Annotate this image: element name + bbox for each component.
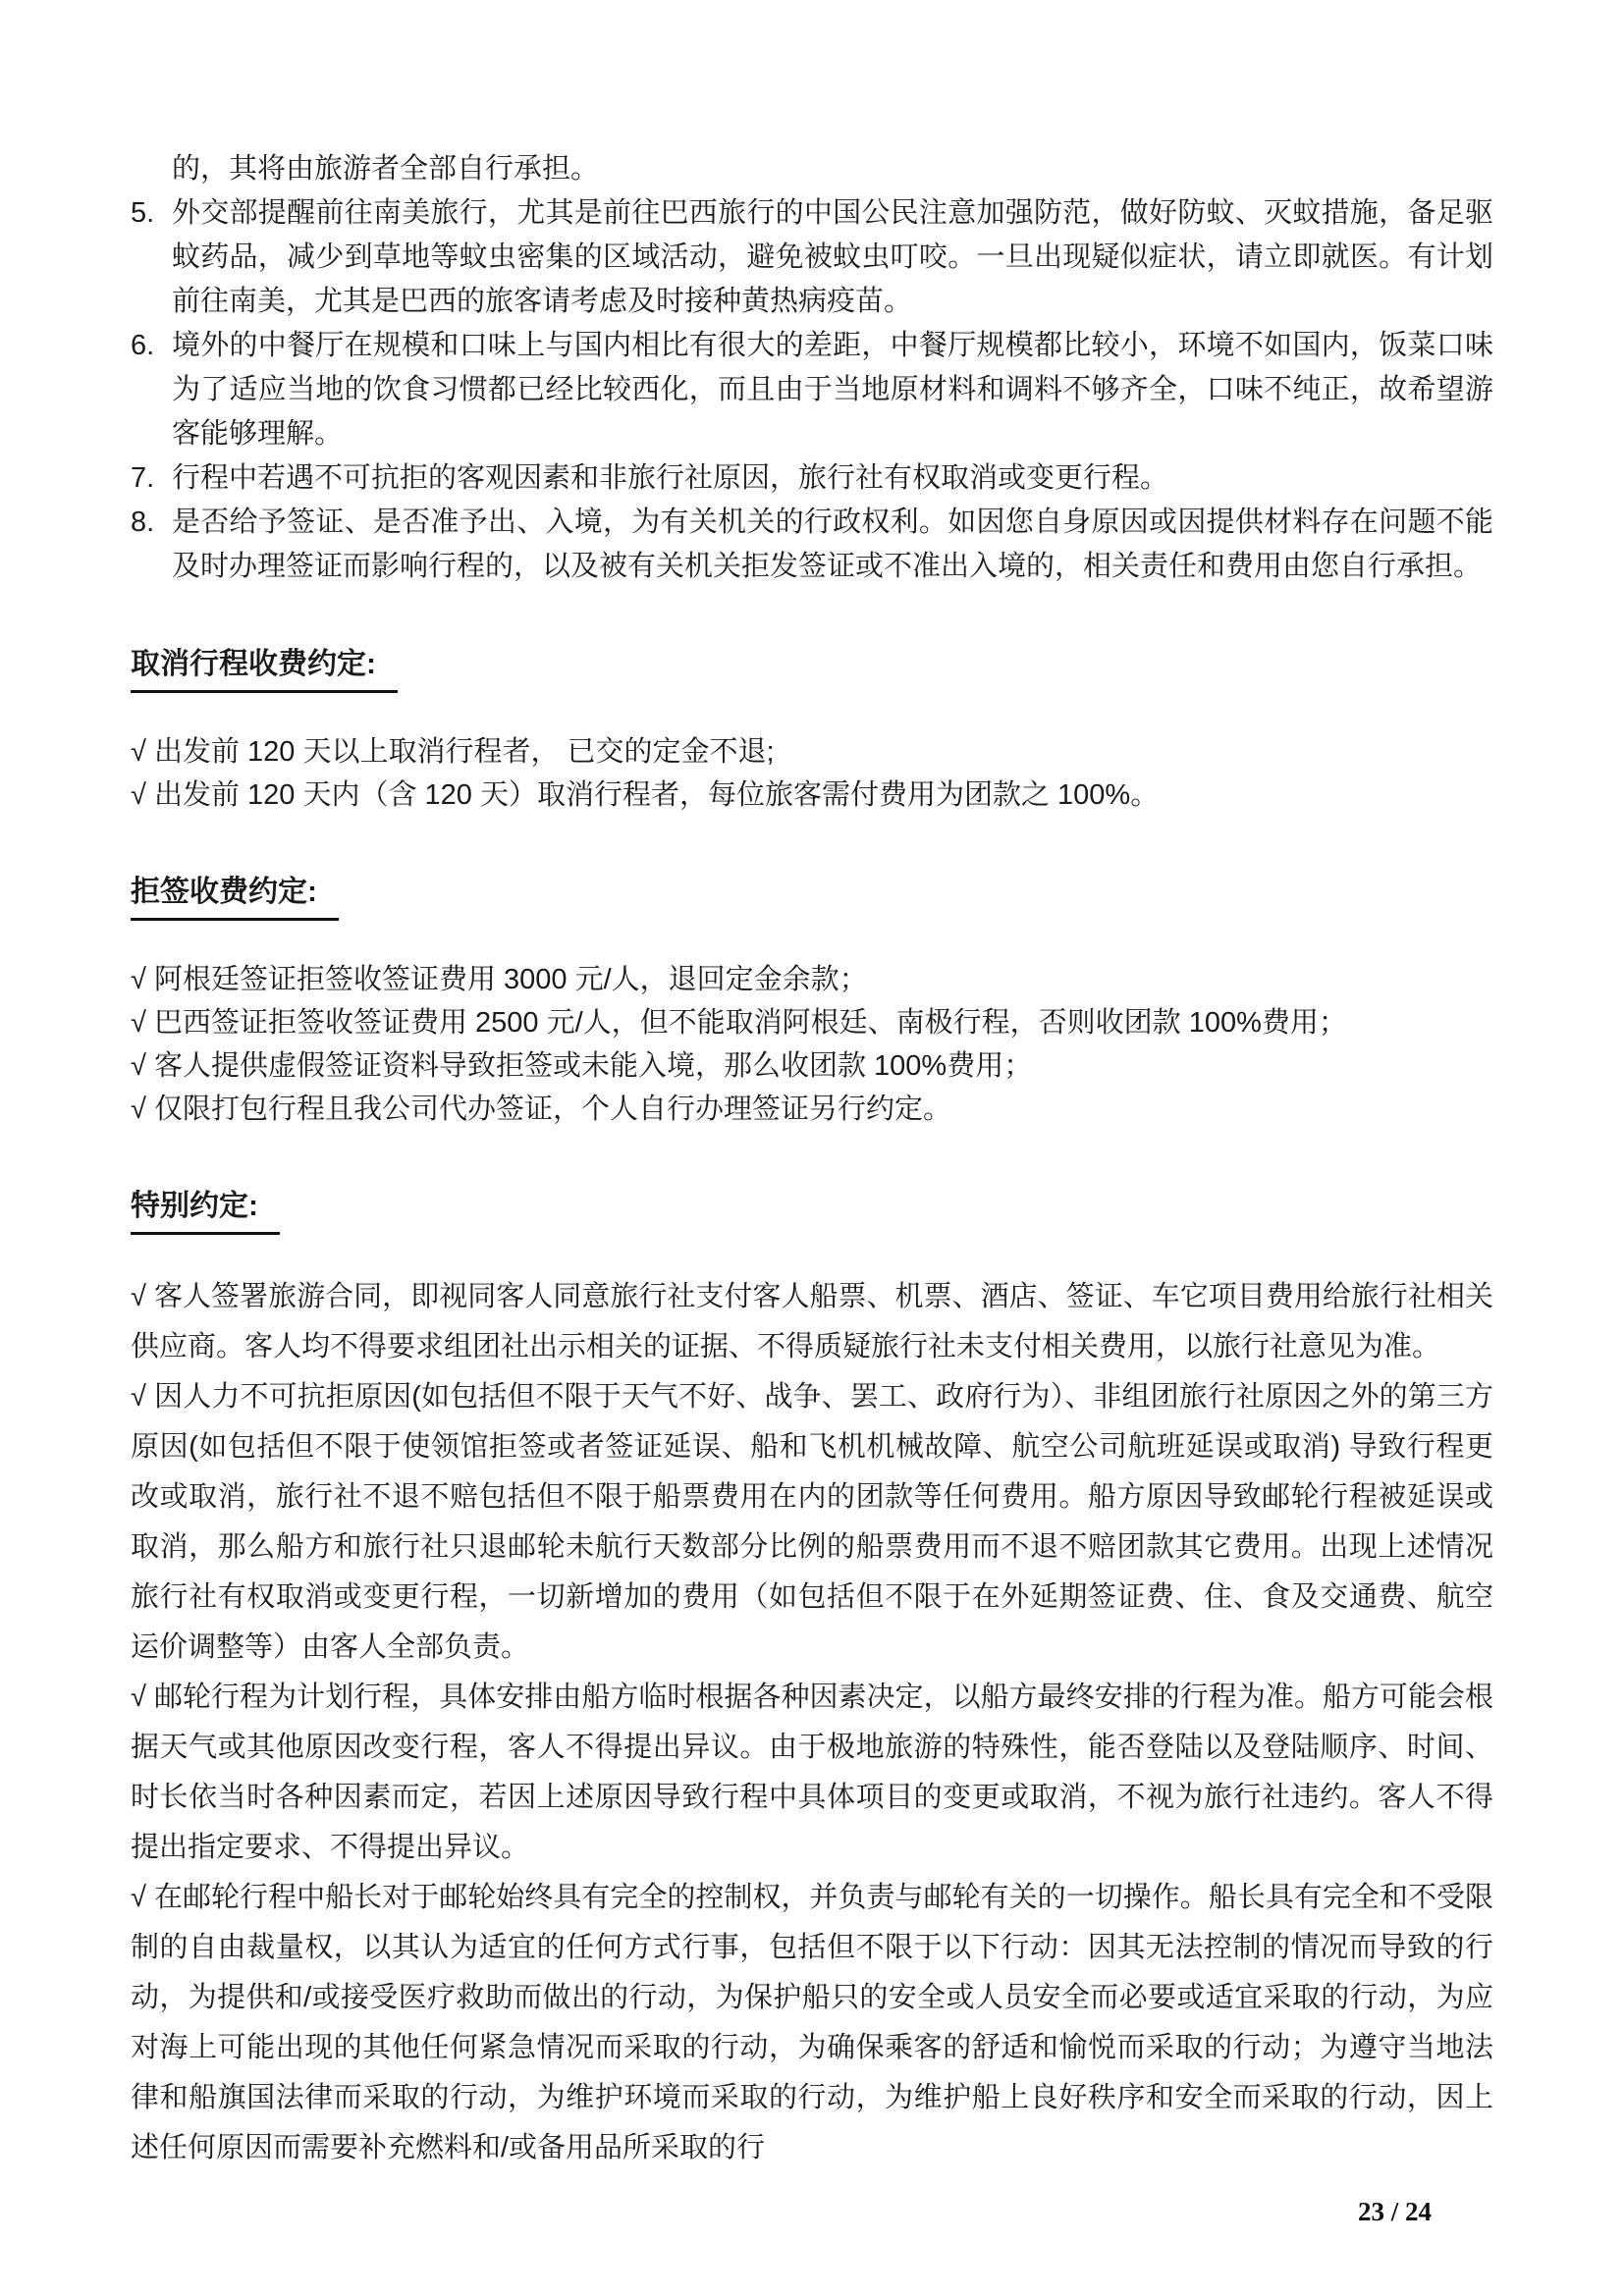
cancellation-section-title bbox=[131, 644, 1493, 693]
visa-refusal-section-title-text: 拒签收费约定: bbox=[131, 872, 339, 921]
bullet-line: √ 出发前 120 天以上取消行程者， 已交的定金不退; bbox=[131, 736, 775, 768]
bullet-line: √ 出发前 120 天内（含 120 天）取消行程者，每位旅客需付费用为团款之 100%。 bbox=[131, 779, 1160, 811]
list-item-number: 8. bbox=[131, 507, 155, 538]
cancellation-fees-section bbox=[131, 644, 1493, 817]
list-item-text: 外交部提醒前往南美旅行，尤其是前往巴西旅行的中国公民注意加强防范，做好防蚊、灭蚊措施，备足驱蚊药品，减少到草地等蚊虫密集的区域活动，避免被蚊虫叮咬。一旦出现疑似症状，请立即就医。有计划前往南美，尤其是巴西的旅客请考虑及时接种黄热病疫苗。 bbox=[172, 197, 1493, 317]
special-terms-paragraph: √ 邮轮行程为计划行程，具体安排由船方临时根据各种因素决定，以船方最终安排的行程为准。船方可能会根据天气或其他原因改变行程，客人不得提出异议。由于极地旅游的特殊性，能否登陆以及登陆顺序、时间、时长依当时各种因素而定，若因上述原因导致行程中具体项目的变更或取消，不视为旅行社违约。客人不得提出指定要求、不得提出异议。 bbox=[131, 1682, 1493, 1863]
list-item bbox=[131, 191, 1493, 324]
list-item bbox=[131, 324, 1493, 456]
page-number: 23 / 24 bbox=[1357, 2197, 1432, 2226]
list-item-text: 境外的中餐厅在规模和口味上与国内相比有很大的差距，中餐厅规模都比较小，环境不如国内，饭菜口味为了适应当地的饮食习惯都已经比较西化，而且由于当地原材料和调料不够齐全，口味不纯正，故希望游客能够理解。 bbox=[172, 330, 1493, 450]
paragraph-continuation: 的，其将由旅游者全部自行承担。 bbox=[172, 153, 600, 185]
visa-refusal-bullets bbox=[131, 958, 1493, 1131]
special-terms-paragraph: √ 因人力不可抗拒原因(如包括但不限于天气不好、战争、罢工、政府行为）、非组团旅行社原因之外的第三方原因(如包括但不限于使领馆拒签或者签证延误、船和飞机机械故障、航空公司航班延误或取消) 导致行程更改或取消，旅行社不退不赔包括但不限于船票费用在内的团款等任何费用。船方原因导致邮轮行程被延误或取消，那么船方和旅行社只退邮轮未航行天数部分比例的船票费用而不退不赔团款其它费用。出现上述情况旅行社有权取消或变更行程，一切新增加的费用（如包括但不限于在外延期签证费、住、食及交通费、航空运价调整等）由客人全部负责。 bbox=[131, 1381, 1493, 1663]
bullet-line: √ 阿根廷签证拒签收签证费用 3000 元/人，退回定金余款； bbox=[131, 964, 868, 995]
list-item-number: 5. bbox=[131, 197, 155, 229]
bullet-line: √ 巴西签证拒签收签证费用 2500 元/人，但不能取消阿根廷、南极行程，否则收团款 100%费用； bbox=[131, 1007, 1347, 1039]
special-terms-paragraph: √ 客人签署旅游合同，即视同客人同意旅行社支付客人船票、机票、酒店、签证、车它项目费用给旅行社相关供应商。客人均不得要求组团社出示相关的证据、不得质疑旅行社未支付相关费用，以旅行社意见为准。 bbox=[131, 1281, 1493, 1362]
cancellation-bullets bbox=[131, 730, 1493, 817]
special-terms-section-title bbox=[131, 1186, 1493, 1235]
list-item bbox=[131, 456, 1493, 501]
bullet-line: √ 客人提供虚假签证资料导致拒签或未能入境，那么收团款 100%费用； bbox=[131, 1050, 1033, 1082]
list-item-number: 6. bbox=[131, 330, 155, 361]
bullet-line: √ 仅限打包行程且我公司代办签证，个人自行办理签证另行约定。 bbox=[131, 1094, 951, 1125]
list-item-text: 是否给予签证、是否准予出、入境，为有关机关的行政权利。如因您自身原因或因提供材料存在问题不能及时办理签证而影响行程的，以及被有关机关拒发签证或不准出入境的，相关责任和费用由您自行承担。 bbox=[172, 507, 1493, 582]
visa-refusal-section-title bbox=[131, 872, 1493, 921]
special-terms-paragraph: √ 在邮轮行程中船长对于邮轮始终具有完全的控制权，并负责与邮轮有关的一切操作。船长具有完全和不受限制的自由裁量权，以其认为适宜的任何方式行事，包括但不限于以下行动：因其无法控制的情况而导致的行动，为提供和/或接受医疗救助而做出的行动，为保护船只的安全或人员安全而必要或适宜采取的行动，为应对海上可能出现的其他任何紧急情况而采取的行动，为确保乘客的舒适和愉悦而采取的行动；为遵守当地法律和船旗国法律而采取的行动，为维护环境而采取的行动，为维护船上良好秩序和安全而采取的行动，因上述任何原因而需要补充燃料和/或备用品所采取的行 bbox=[131, 1882, 1493, 2163]
special-terms-section bbox=[131, 1186, 1493, 2173]
list-item-text: 行程中若遇不可抗拒的客观因素和非旅行社原因，旅行社有权取消或变更行程。 bbox=[172, 462, 1169, 494]
numbered-list bbox=[131, 191, 1493, 589]
list-item bbox=[131, 501, 1493, 589]
special-terms-paragraphs bbox=[131, 1272, 1493, 2173]
visa-refusal-fees-section bbox=[131, 872, 1493, 1131]
list-item-number: 7. bbox=[131, 462, 155, 494]
special-terms-section-title-text: 特别约定: bbox=[131, 1186, 280, 1235]
cancellation-section-title-text: 取消行程收费约定: bbox=[131, 644, 398, 693]
